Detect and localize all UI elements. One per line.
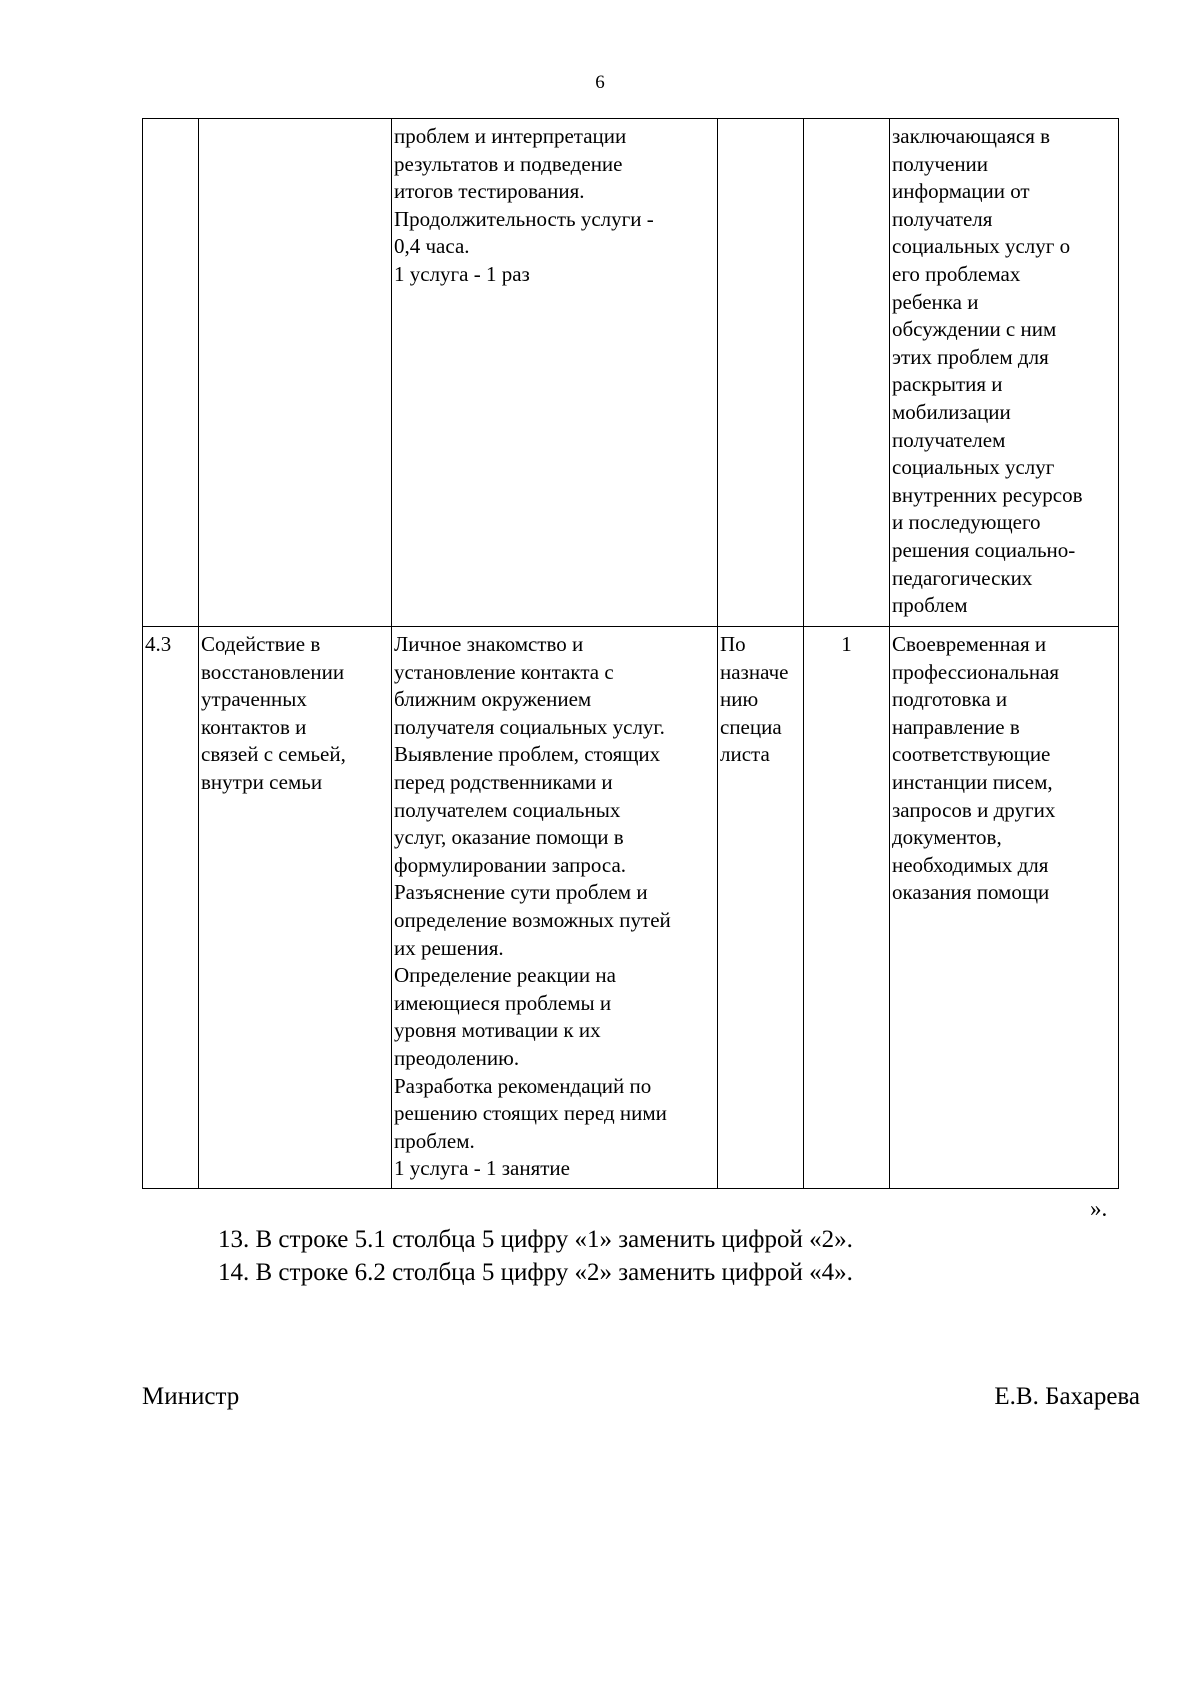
count-cell — [804, 119, 890, 627]
service-name-cell: Содействие в восстановлении утраченных контактов и связей с семьей, внутри семьи — [199, 627, 392, 1189]
amendment-item: 13. В строке 5.1 столбца 5 цифру «1» заменить цифрой «2». — [218, 1226, 853, 1253]
frequency-cell: По назначе нию специа листа — [718, 627, 804, 1189]
service-name-cell — [199, 119, 392, 627]
signatory-title: Министр — [142, 1383, 240, 1410]
result-cell: Своевременная и профессиональная подготовка и направление в соответствующие инстанции писем, запросов и других документов, необходимых для оказания помощи — [890, 627, 1119, 1189]
amendment-item: 14. В строке 6.2 столбца 5 цифру «2» заменить цифрой «4». — [218, 1259, 853, 1286]
table-row — [143, 627, 1119, 1189]
row-number-cell — [143, 119, 199, 627]
amendment-items — [218, 1223, 853, 1289]
page-number: 6 — [595, 72, 605, 93]
table-row — [143, 119, 1119, 627]
service-description-cell: проблем и интерпретации результатов и подведение итогов тестирования. Продолжительность услуги - 0,4 часа. 1 услуга - 1 раз — [392, 119, 718, 627]
closing-quote: ». — [1090, 1196, 1108, 1221]
frequency-cell — [718, 119, 804, 627]
services-table — [142, 118, 1119, 1189]
result-cell: заключающаяся в получении информации от получателя социальных услуг о его проблемах ребенка и обсуждении с ним этих проблем для раскрытия и мобилизации получателем социальных услуг внутренних ресурсов и последующего решения социально- педагогических проблем — [890, 119, 1119, 627]
signatory-name: Е.В. Бахарева — [994, 1383, 1140, 1410]
row-number-cell: 4.3 — [143, 627, 199, 1189]
count-cell: 1 — [804, 627, 890, 1189]
service-description-cell: Личное знакомство и установление контакта с ближним окружением получателя социальных услуг. Выявление проблем, стоящих перед родственниками и получателем социальных услуг, оказание помощи в формулировании запроса. Разъяснение сути проблем и определение возможных путей их решения. Определение реакции на имеющиеся проблемы и уровня мотивации к их преодолению. Разработка рекомендаций по решению стоящих перед ними проблем. 1 услуга - 1 занятие — [392, 627, 718, 1189]
